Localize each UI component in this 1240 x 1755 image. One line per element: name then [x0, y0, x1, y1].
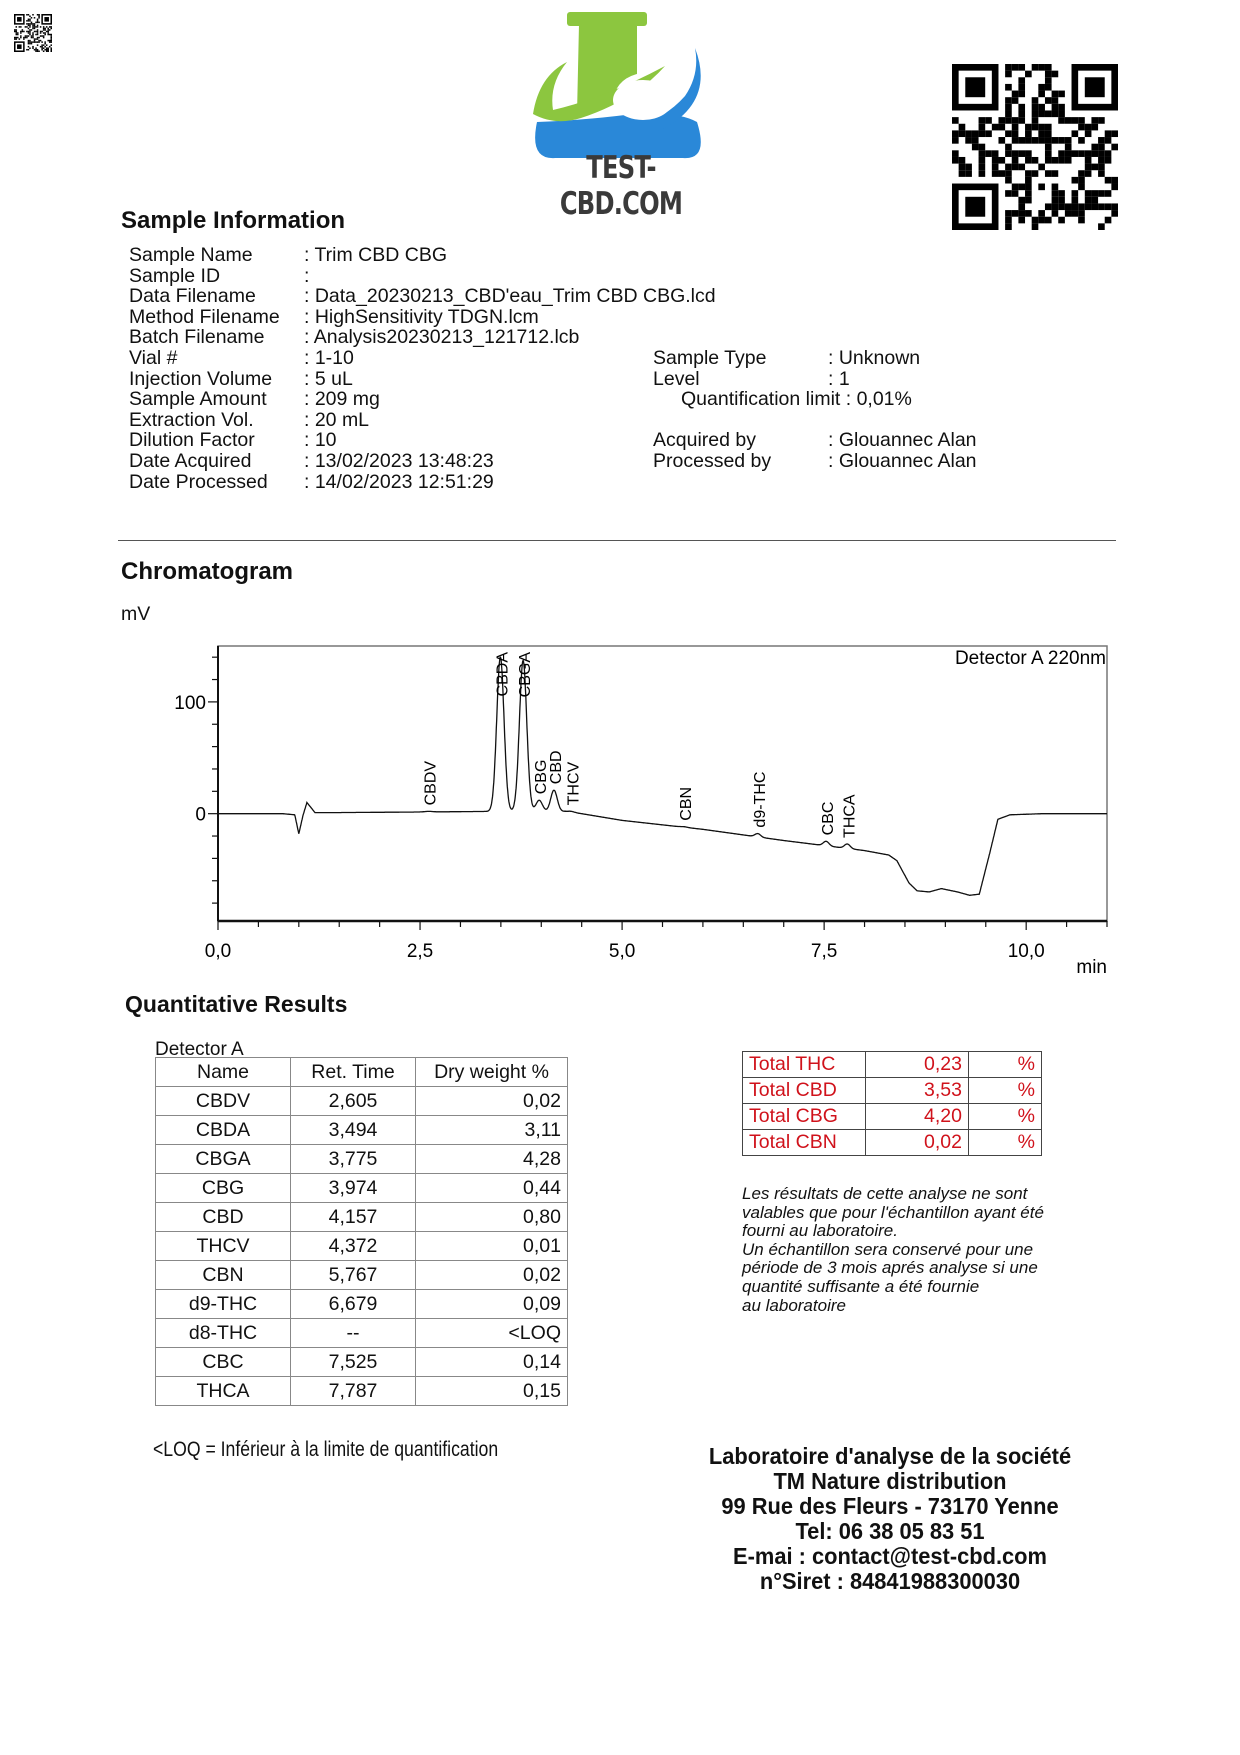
qr-code-icon: [952, 64, 1118, 230]
flask-leaf-icon: [515, 10, 725, 160]
field-label: Extraction Vol.: [129, 408, 254, 431]
cell-name: CBDV: [156, 1087, 291, 1116]
y-axis-unit-label: mV: [121, 603, 151, 625]
cell-ret-time: 2,605: [291, 1087, 416, 1116]
field-label: Batch Filename: [129, 326, 265, 349]
field-value: : 1-10: [304, 346, 354, 369]
disclaimer-line: valables que pour l'échantillon ayant été: [742, 1202, 1044, 1222]
plot-frame: [218, 646, 1107, 921]
field-value: : 5 uL: [304, 367, 353, 390]
field-value: : HighSensitivity TDGN.lcm: [304, 305, 539, 328]
peak-label: CBN: [678, 786, 696, 821]
field-value: : 10: [304, 429, 337, 452]
lab-info-line: Laboratoire d'analyse de la société: [708, 1443, 1072, 1469]
cell-ret-time: 4,157: [291, 1203, 416, 1232]
field-value: : Data_20230213_CBD'eau_Trim CBD CBG.lcd: [304, 285, 716, 308]
column-header-name: Name: [156, 1058, 291, 1087]
table-row: [156, 1203, 568, 1232]
peak-label: CBG: [533, 759, 551, 795]
table-row: [156, 1377, 568, 1406]
table-row: [156, 1145, 568, 1174]
results-header-row: [156, 1058, 568, 1087]
results-table: [155, 1057, 568, 1406]
sample-info-row: [129, 286, 716, 307]
field-label: Sample ID: [129, 264, 221, 287]
cell-dry-weight: 0,44: [416, 1174, 568, 1203]
table-row: [156, 1174, 568, 1203]
field-label: Data Filename: [129, 285, 256, 308]
cell-ret-time: 3,974: [291, 1174, 416, 1203]
table-row: [156, 1319, 568, 1348]
total-value: 0,23: [866, 1052, 969, 1078]
cell-name: THCA: [156, 1377, 291, 1406]
level-row: [653, 369, 977, 390]
field-label: Processed by: [653, 449, 772, 472]
peak-label: CBC: [820, 801, 838, 836]
sample-info-row: [129, 307, 716, 328]
chromatogram-chart: [0, 560, 1240, 1000]
table-row: [156, 1290, 568, 1319]
total-label: Total CBD: [743, 1078, 866, 1104]
total-value: 3,53: [866, 1078, 969, 1104]
cell-ret-time: 3,775: [291, 1145, 416, 1174]
cell-name: d9-THC: [156, 1290, 291, 1319]
x-tick-label: 10,0: [1007, 941, 1045, 962]
sample-info-row: [129, 472, 716, 493]
quantitative-results-title: Quantitative Results: [125, 991, 348, 1017]
field-label: Level: [653, 367, 700, 390]
cell-dry-weight: 0,02: [416, 1087, 568, 1116]
sample-info-row: [129, 245, 716, 266]
field-label: Date Processed: [129, 470, 268, 493]
total-unit: %: [969, 1078, 1042, 1104]
total-label: Total THC: [743, 1052, 866, 1078]
cell-name: CBN: [156, 1261, 291, 1290]
field-value: : 14/02/2023 12:51:29: [304, 470, 494, 493]
cell-name: CBDA: [156, 1116, 291, 1145]
sample-info-right: [653, 348, 977, 472]
field-value: : 1: [828, 367, 850, 390]
sample-info-row: [129, 389, 716, 410]
cell-ret-time: --: [291, 1319, 416, 1348]
cell-ret-time: 7,525: [291, 1348, 416, 1377]
cell-name: CBD: [156, 1203, 291, 1232]
lab-info-line: Tel: 06 38 05 83 51: [795, 1518, 985, 1544]
field-value: : Analysis20230213_121712.lcb: [304, 326, 580, 349]
total-label: Total CBG: [743, 1104, 866, 1130]
sample-info-row: [129, 369, 716, 390]
laboratory-contact-block: [653, 1444, 1128, 1594]
lab-info-line: TM Nature distribution: [773, 1468, 1007, 1494]
field-label: Vial #: [129, 346, 178, 369]
cell-dry-weight: <LOQ: [416, 1319, 568, 1348]
x-axis-unit-label: min: [1076, 957, 1107, 978]
quantification-limit-text: Quantification limit : 0,01%: [681, 388, 912, 411]
field-value: : Unknown: [828, 347, 921, 369]
cell-dry-weight: 0,14: [416, 1348, 568, 1377]
cell-ret-time: 6,679: [291, 1290, 416, 1319]
sample-info-row: [129, 451, 716, 472]
lab-info-line: 99 Rue des Fleurs - 73170 Yenne: [721, 1493, 1059, 1519]
field-value: : 13/02/2023 13:48:23: [304, 449, 494, 472]
peak-label: CBDV: [422, 760, 440, 806]
detector-label: Detector A: [155, 1039, 244, 1060]
table-row: [156, 1232, 568, 1261]
peak-label: THCA: [841, 794, 859, 838]
cell-dry-weight: 0,15: [416, 1377, 568, 1406]
cell-dry-weight: 0,01: [416, 1232, 568, 1261]
peak-label: CBDA: [494, 652, 512, 697]
disclaimer-line: Un échantillon sera conservé pour une: [742, 1239, 1034, 1259]
total-label: Total CBN: [743, 1130, 866, 1156]
field-label: Sample Type: [653, 347, 767, 369]
peak-label: CBD: [547, 750, 565, 785]
total-value: 4,20: [866, 1104, 969, 1130]
cell-name: CBGA: [156, 1145, 291, 1174]
lab-info-line: n°Siret : 84841988300030: [759, 1568, 1021, 1594]
field-label: Sample Amount: [129, 388, 267, 411]
column-header-dry-weight: Dry weight %: [416, 1058, 568, 1087]
qr-code-icon: [14, 14, 52, 52]
cell-name: THCV: [156, 1232, 291, 1261]
field-label: Method Filename: [129, 305, 280, 328]
total-row: [743, 1078, 1042, 1104]
detector-annotation: Detector A 220nm: [954, 648, 1106, 669]
peak-label: d9-THC: [751, 771, 769, 828]
y-tick-label: 100: [174, 692, 206, 714]
sample-info-left: [129, 245, 716, 492]
peak-label: CBGA: [517, 652, 535, 698]
sample-info-row: [129, 327, 716, 348]
section-divider: [118, 540, 1116, 541]
disclaimer-line: au laboratoire: [742, 1295, 846, 1315]
column-header-ret-time: Ret. Time: [291, 1058, 416, 1087]
x-tick-label: 7,5: [810, 941, 838, 962]
peak-label: THCV: [565, 761, 583, 806]
chromatogram-trace: [218, 657, 1107, 895]
cell-name: d8-THC: [156, 1319, 291, 1348]
quantification-limit: [653, 389, 977, 410]
cell-name: CBG: [156, 1174, 291, 1203]
sample-info-row: [129, 266, 716, 287]
total-unit: %: [969, 1104, 1042, 1130]
table-row: [156, 1116, 568, 1145]
loq-footnote: <LOQ = Inférieur à la limite de quantification: [153, 1438, 499, 1461]
table-row: [156, 1348, 568, 1377]
sample-info-row: [129, 430, 716, 451]
cell-dry-weight: 4,28: [416, 1145, 568, 1174]
cell-dry-weight: 0,09: [416, 1290, 568, 1319]
sample-type-row: [653, 348, 977, 369]
disclaimer-line: Les résultats de cette analyse ne sont: [742, 1184, 1028, 1203]
disclaimer-line: fourni au laboratoire.: [742, 1221, 898, 1241]
disclaimer-line: période de 3 mois aprés analyse si une: [742, 1258, 1038, 1278]
totals-table: [742, 1051, 1042, 1156]
cell-ret-time: 3,494: [291, 1116, 416, 1145]
table-row: [156, 1261, 568, 1290]
total-row: [743, 1130, 1042, 1156]
field-value: :: [304, 264, 310, 287]
field-label: Injection Volume: [129, 367, 273, 390]
total-row: [743, 1052, 1042, 1078]
total-row: [743, 1104, 1042, 1130]
cell-ret-time: 5,767: [291, 1261, 416, 1290]
field-value: : Trim CBD CBG: [304, 244, 448, 266]
cell-ret-time: 7,787: [291, 1377, 416, 1406]
logo-text: TEST-CBD.COM: [559, 150, 683, 222]
disclaimer-note: [742, 1185, 1044, 1315]
sample-info-row: [129, 348, 716, 369]
cell-ret-time: 4,372: [291, 1232, 416, 1261]
field-label: Sample Name: [129, 244, 253, 266]
cell-dry-weight: 3,11: [416, 1116, 568, 1145]
field-value: : 20 mL: [304, 408, 370, 431]
company-logo: [515, 10, 725, 222]
x-tick-label: 2,5: [406, 941, 434, 962]
total-unit: %: [969, 1052, 1042, 1078]
field-label: Acquired by: [653, 429, 756, 452]
x-tick-label: 0,0: [204, 941, 232, 962]
lab-info-line: E-mai : contact@test-cbd.com: [733, 1543, 1047, 1569]
total-value: 0,02: [866, 1130, 969, 1156]
acquired-by-row: [653, 430, 977, 451]
disclaimer-line: quantité suffisante a été fournie: [742, 1276, 980, 1296]
field-label: Date Acquired: [129, 449, 252, 472]
y-tick-label: 0: [195, 804, 206, 826]
sample-info-row: [129, 410, 716, 431]
field-value: : Glouannec Alan: [828, 429, 977, 452]
field-label: Dilution Factor: [129, 429, 255, 452]
cell-dry-weight: 0,02: [416, 1261, 568, 1290]
sample-info-title: Sample Information: [121, 207, 346, 234]
field-value: : 209 mg: [304, 388, 380, 411]
x-tick-label: 5,0: [608, 941, 636, 962]
field-value: : Glouannec Alan: [828, 449, 977, 472]
cell-dry-weight: 0,80: [416, 1203, 568, 1232]
chromatogram-title: Chromatogram: [121, 558, 294, 585]
cell-name: CBC: [156, 1348, 291, 1377]
processed-by-row: [653, 451, 977, 472]
table-row: [156, 1087, 568, 1116]
total-unit: %: [969, 1130, 1042, 1156]
